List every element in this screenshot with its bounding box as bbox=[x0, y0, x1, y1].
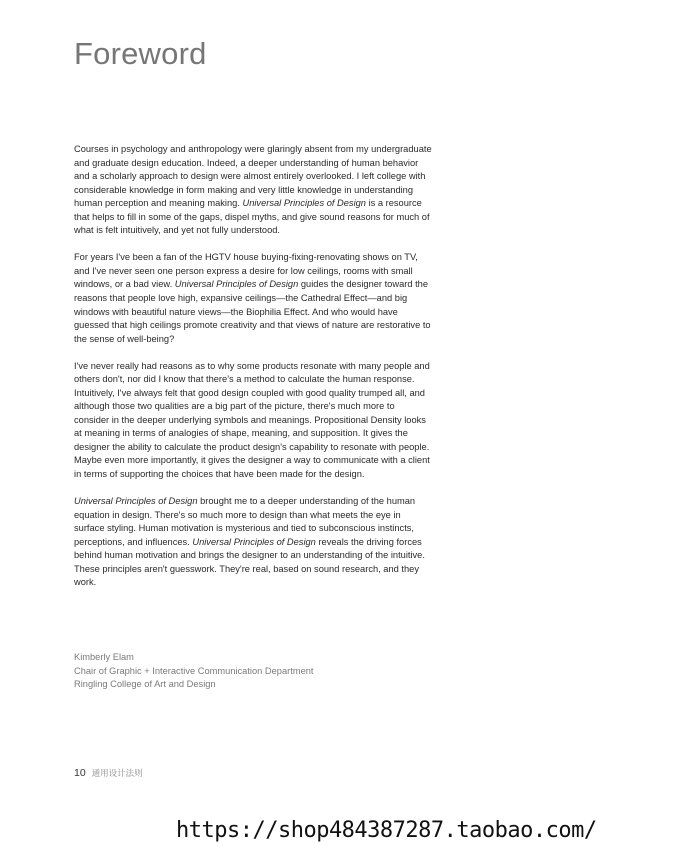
paragraph-text: Courses in psychology and anthropology were glaringly absent from my undergraduate and graduate design education. Indeed, a deeper understanding of human behavior and a scholarly approach to design were almost entirely overlooked. I left college with considerable knowledge in form making and very little knowledge in understanding human perception and meaning making. bbox=[74, 144, 432, 209]
book-title-italic: Universal Principles of Design bbox=[174, 279, 299, 290]
book-title-italic: Universal Principles of Design bbox=[242, 198, 366, 209]
paragraph-text: reveals the driving forces behind human motivation and brings the designer to an understanding of the intuitive. These principles aren't guesswork. They're real, based on sound research, and they work. bbox=[74, 536, 425, 588]
body-paragraph bbox=[74, 495, 432, 590]
signature-block bbox=[74, 651, 434, 692]
body-paragraph bbox=[74, 251, 432, 346]
page-title: Foreword bbox=[74, 36, 207, 71]
paragraph-text: is a resource that helps to fill in some of the gaps, dispel myths, and give sound reasons for much of what is felt intuitively, and yet not fully understood. bbox=[74, 198, 430, 236]
author-position: Chair of Graphic + Interactive Communication Department bbox=[74, 665, 314, 676]
paragraph-text: brought me to a deeper understanding of the human equation in design. There's so much more to design than what meets the eye in surface styling. Human motivation is mysterious and tied to subconscious instincts, perceptions, and influences. bbox=[74, 496, 416, 547]
foreword-body bbox=[74, 143, 432, 603]
book-title-italic: Universal Principles of Design bbox=[74, 496, 198, 507]
body-paragraph bbox=[74, 360, 432, 482]
paragraph-text: guides the designer toward the reasons that people love high, expansive ceilings—the Cathedral Effect—and big windows with beautiful nature views—the Biophilia Effect. And who would have guessed that high ceilings promote creativity and that views of nature are restorative to the sense of well-being? bbox=[74, 279, 431, 344]
page-number: 10 bbox=[74, 767, 86, 779]
running-book-title: 通用设计法则 bbox=[91, 769, 143, 779]
paragraph-text: For years I've been a fan of the HGTV house buying-fixing-renovating shows on TV, and I've never seen one person express a desire for low ceilings, rooms with small windows, or a bad view. bbox=[74, 252, 418, 290]
shop-url-watermark: https://shop484387287.taobao.com/ bbox=[176, 818, 597, 843]
body-paragraph bbox=[74, 143, 432, 238]
book-title-italic: Universal Principles of Design bbox=[192, 536, 316, 547]
page-footer bbox=[74, 767, 143, 779]
author-name: Kimberly Elam bbox=[74, 652, 134, 662]
paragraph-text: I've never really had reasons as to why some products resonate with many people and others don't, nor did I know that there's a method to calculate the human response. Intuitively, I've always felt that good design coupled with good quality trumped all, and although those two qualities are a big part of the picture, there's much more to consider in the deeper underlying symbols and meanings. Propositional Density looks at meaning in terms of analogies of shape, meaning, and supposition. It gives the designer the ability to calculate the product design's capability to resonate with people. Maybe even more importantly, it gives the designer a way to communicate with a client in terms of supporting the choices that have been made for the design. bbox=[74, 360, 430, 480]
author-institution: Ringling College of Art and Design bbox=[74, 679, 216, 690]
